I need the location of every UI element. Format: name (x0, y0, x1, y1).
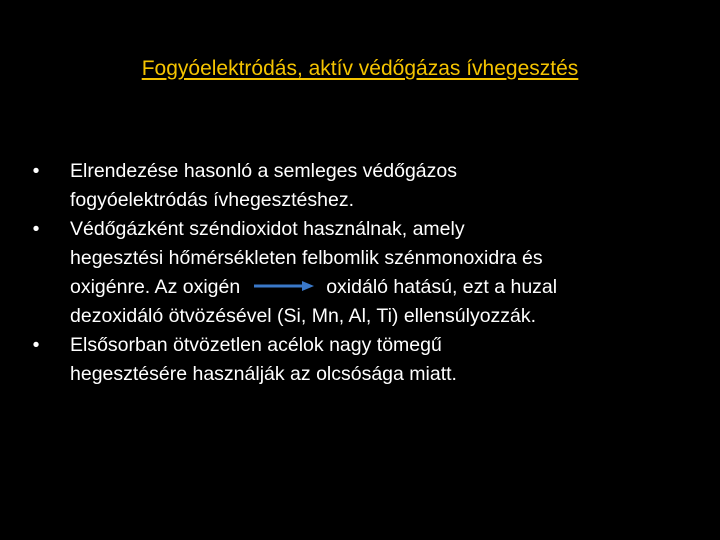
right-arrow-icon (252, 279, 316, 293)
bullet-marker: • (32, 218, 40, 240)
bullet-2-line-3 (70, 273, 686, 302)
bullet-2-line-1: Védőgázként széndioxidot használnak, amely (70, 218, 465, 240)
bullet-marker: • (32, 334, 40, 356)
bullet-2-line-3-end: oxidáló hatású, ezt a huzal (326, 276, 558, 298)
bullet-item-3 (26, 331, 686, 389)
bullet-item-1 (26, 157, 686, 215)
bullet-2-line-3-start: oxigénre. Az oxigén (70, 276, 241, 298)
bullet-2-line-2: hegesztési hőmérsékleten felbomlik szénmonoxidra és (70, 247, 543, 269)
bullet-2-line-4: dezoxidáló ötvözésével (Si, Mn, Al, Ti) ellensúlyozzák. (70, 305, 537, 327)
bullet-3-line-1: Elsősorban ötvözetlen acélok nagy tömegű (70, 334, 442, 356)
bullet-1-line-2: fogyóelektródás ívhegesztéshez. (70, 189, 355, 211)
bullet-item-2 (26, 215, 686, 331)
bullet-list (26, 157, 686, 389)
bullet-marker: • (32, 160, 40, 182)
bullet-3-line-2: hegesztésére használják az olcsósága miatt. (70, 363, 457, 385)
bullet-1-line-1: Elrendezése hasonló a semleges védőgázos (70, 160, 458, 182)
slide-title: Fogyóelektródás, aktív védőgázas ívhegesztés (141, 57, 579, 80)
